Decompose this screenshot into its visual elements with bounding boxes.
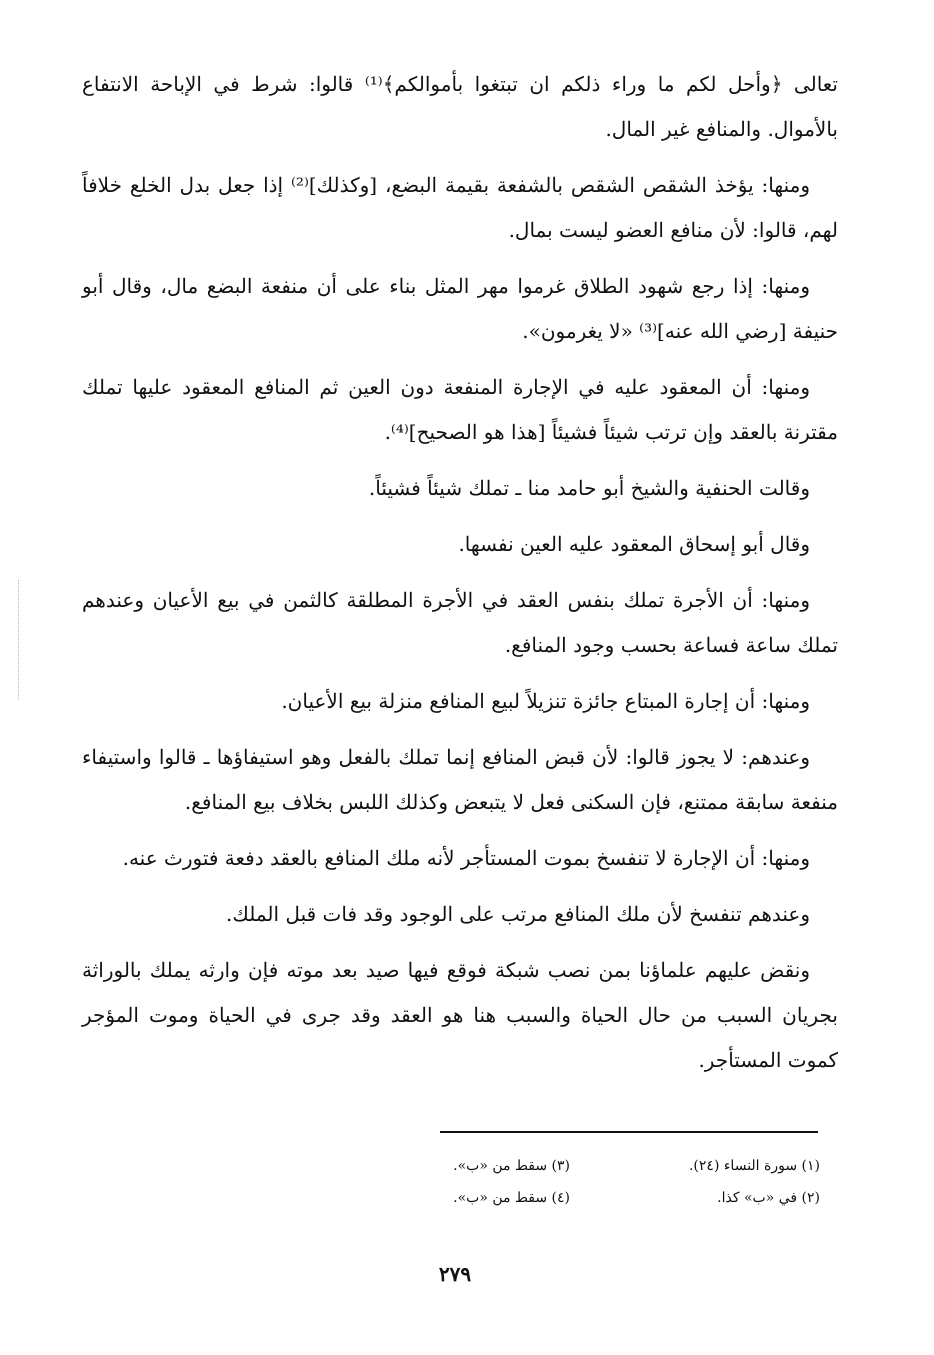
paragraph-12: ونقض عليهم علماؤنا بمن نصب شبكة فوقع فيها صيد بعد موته فإن وارثه يملك بالوراثة بجريان السبب من حال الحياة والسبب هنا هو العقد وقد جرى في الحياة وموت المؤجر كموت المستأجر. xyxy=(82,958,838,1072)
paragraph-8: ومنها: أن إجارة المبتاع جائزة تنزيلاً لبيع المنافع منزلة بيع الأعيان. xyxy=(281,689,810,713)
footnote-row-1 xyxy=(320,1150,820,1182)
paragraph-1: تعالى ﴿وأحل لكم ما وراء ذلكم ان تبتغوا بأموالكم﴾⁽¹⁾ قالوا: شرط في الإباحة الانتفاع بالأموال. والمنافع غير المال. xyxy=(82,72,839,141)
footnotes xyxy=(320,1150,820,1214)
paragraph-7: ومنها: أن الأجرة تملك بنفس العقد في الأجرة المطلقة كالثمن في بيع الأعيان وعندهم تملك ساعة فساعة بحسب وجود المنافع. xyxy=(82,588,838,657)
paragraph-4: ومنها: أن المعقود عليه في الإجارة المنفعة دون العين ثم المنافع المعقود عليها تملك مقترنة بالعقد وإن ترتب شيئاً فشيئاً [هذا هو الصحيح]⁽⁴⁾. xyxy=(82,375,838,444)
paragraph-5: وقالت الحنفية والشيخ أبو حامد منا ـ تملك شيئاً فشيئاً. xyxy=(368,476,810,500)
footnote-divider xyxy=(440,1131,818,1133)
scan-margin-mark xyxy=(18,580,23,700)
footnote-1: (١) سورة النساء (٢٤). xyxy=(688,1158,820,1174)
footnote-4: (٤) سقط من «ب». xyxy=(453,1190,570,1206)
page-number: ٢٧٩ xyxy=(438,1262,472,1286)
paragraph-10: ومنها: أن الإجارة لا تنفسخ بموت المستأجر لأنه ملك المنافع بالعقد دفعة فتورث عنه. xyxy=(122,846,810,870)
paragraph-9: وعندهم: لا يجوز قالوا: لأن قبض المنافع إنما تملك بالفعل وهو استيفاؤها ـ قالوا واستيفاء منفعة سابقة ممتنع، فإن السكنى فعل لا يتبعض وكذلك اللبس بخلاف بيع المنافع. xyxy=(82,745,838,814)
paragraph-6: وقال أبو إسحاق المعقود عليه العين نفسها. xyxy=(458,532,810,556)
paragraph-2: ومنها: يؤخذ الشقص الشقص بالشفعة بقيمة البضع، [وكذلك]⁽²⁾ إذا جعل بدل الخلع خلافاً لهم، قالوا: لأن منافع العضو ليست بمال. xyxy=(82,173,838,242)
paragraph-3: ومنها: إذا رجع شهود الطلاق غرموا مهر المثل بناء على أن منفعة البضع مال، وقال أبو حنيفة [رضي الله عنه]⁽³⁾ «لا يغرمون». xyxy=(82,274,838,343)
footnote-3: (٣) سقط من «ب». xyxy=(453,1158,570,1174)
main-text xyxy=(82,62,838,1094)
footnote-2: (٢) في «ب» كذا. xyxy=(717,1190,820,1206)
paragraph-11: وعندهم تنفسخ لأن ملك المنافع مرتب على الوجود وقد فات قبل الملك. xyxy=(226,902,810,926)
footnote-row-2 xyxy=(320,1182,820,1214)
